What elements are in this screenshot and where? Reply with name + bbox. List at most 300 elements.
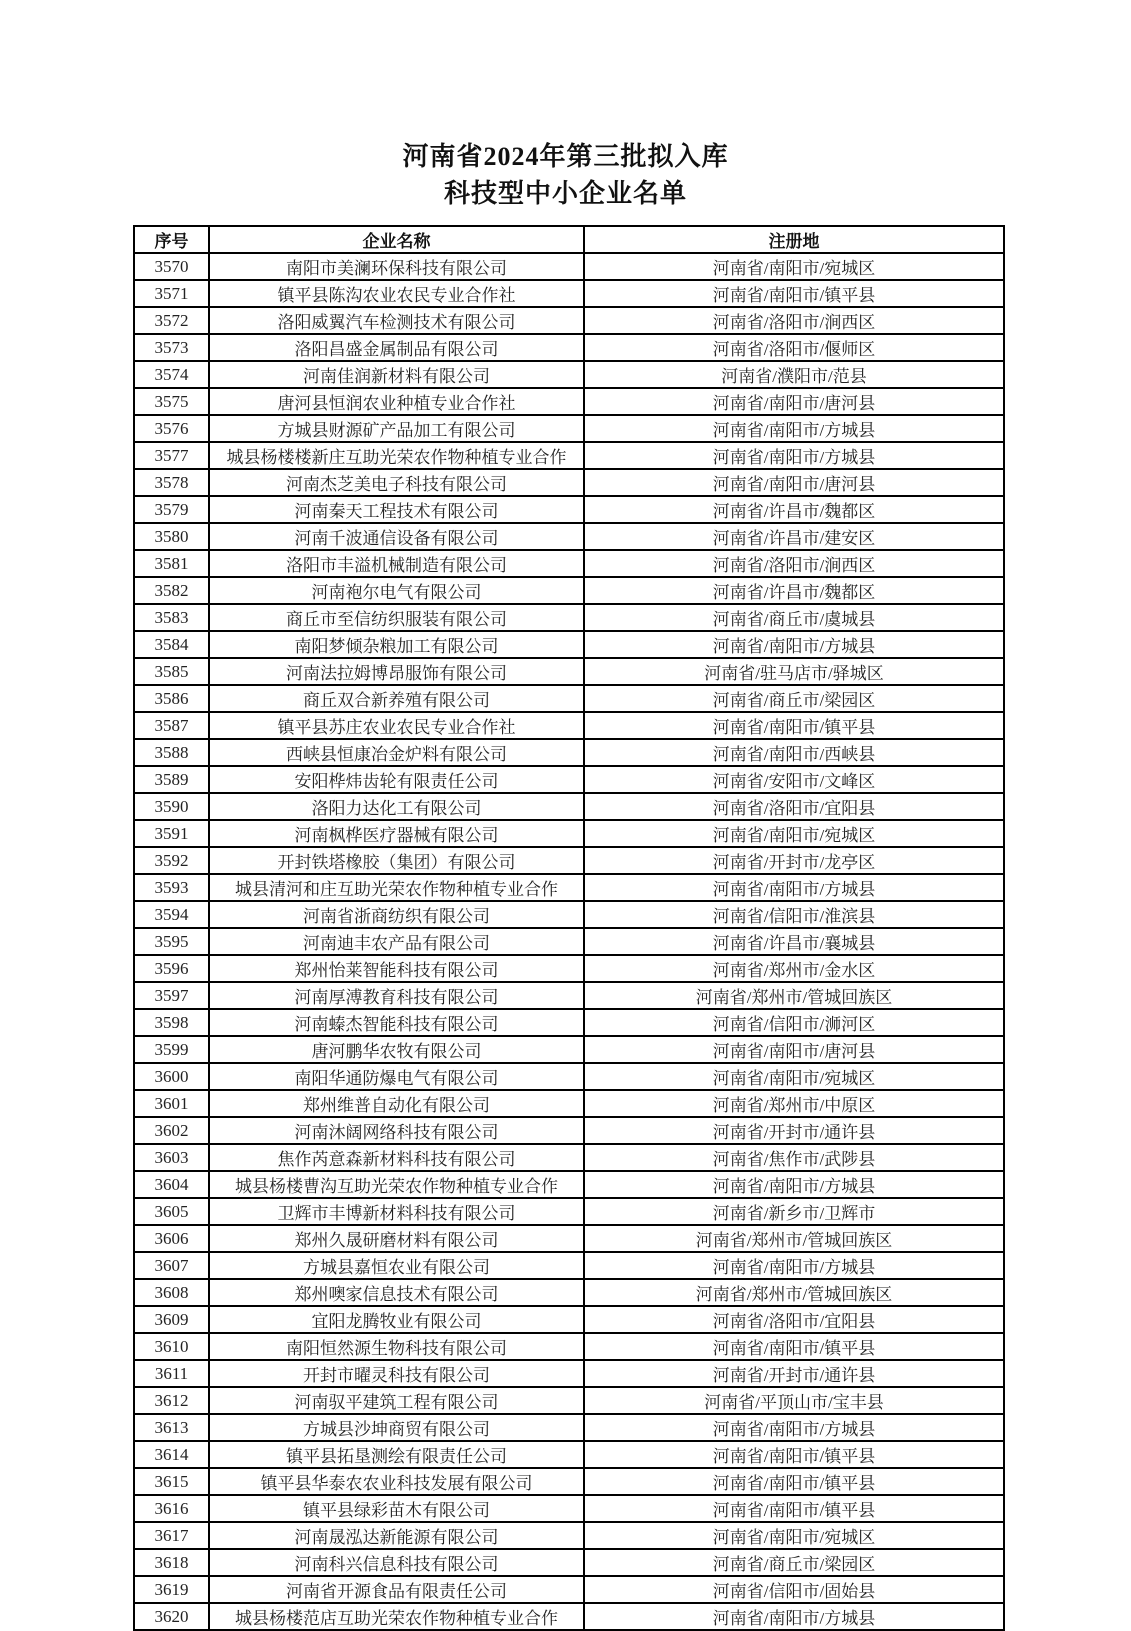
table-row [134, 982, 1004, 1009]
company-name-cell-text: 开封市曜灵科技有限公司 [303, 1366, 490, 1385]
company-name-cell-text: 城县杨楼曹沟互助光荣农作物种植专业合作 [235, 1177, 558, 1196]
region-cell [584, 955, 1004, 982]
table-row [134, 415, 1004, 442]
company-name-cell-text: 洛阳力达化工有限公司 [311, 799, 482, 818]
company-name-cell-text: 焦作芮意森新材料科技有限公司 [277, 1150, 516, 1169]
company-name-cell-text: 唐河县恒润农业种植专业合作社 [277, 394, 516, 413]
serial-cell [134, 820, 209, 847]
document-title [0, 0, 1131, 212]
company-name-cell [209, 1360, 584, 1387]
serial-cell [134, 577, 209, 604]
company-name-cell [209, 928, 584, 955]
region-cell-text: 河南省/郑州市/管城回族区 [695, 1231, 893, 1250]
company-name-cell-text: 河南科兴信息科技有限公司 [294, 1555, 499, 1574]
company-name-cell-text: 商丘双合新养殖有限公司 [303, 691, 490, 710]
company-name-cell-text: 河南晟泓达新能源有限公司 [294, 1528, 499, 1547]
table-row [134, 1009, 1004, 1036]
serial-cell [134, 982, 209, 1009]
serial-cell [134, 253, 209, 280]
serial-cell-text: 3609 [154, 1309, 189, 1329]
serial-cell [134, 1387, 209, 1414]
region-cell-text: 河南省/郑州市/中原区 [712, 1096, 876, 1115]
serial-cell-text: 3618 [154, 1552, 189, 1572]
company-name-cell [209, 1252, 584, 1279]
serial-cell-text: 3616 [154, 1498, 189, 1518]
serial-cell-text: 3608 [154, 1282, 189, 1302]
region-cell [584, 1198, 1004, 1225]
serial-cell-text: 3613 [154, 1417, 189, 1437]
company-name-cell [209, 901, 584, 928]
serial-cell-text: 3581 [154, 553, 189, 573]
table-row [134, 469, 1004, 496]
region-cell-text: 河南省/南阳市/唐河县 [712, 1042, 876, 1061]
region-cell [584, 1009, 1004, 1036]
title-line-2: 科技型中小企业名单 [443, 179, 687, 208]
company-name-cell-text: 开封铁塔橡胶（集团）有限公司 [277, 853, 516, 872]
region-cell [584, 1063, 1004, 1090]
region-cell-text: 河南省/南阳市/唐河县 [712, 475, 876, 494]
serial-cell-text: 3587 [154, 715, 189, 735]
region-cell-text: 河南省/新乡市/卫辉市 [712, 1204, 876, 1223]
region-cell [584, 1171, 1004, 1198]
serial-cell-text: 3602 [154, 1120, 189, 1140]
table-row [134, 820, 1004, 847]
serial-cell [134, 1225, 209, 1252]
region-cell [584, 658, 1004, 685]
table-row [134, 1171, 1004, 1198]
region-cell-text: 河南省/洛阳市/涧西区 [712, 313, 876, 332]
region-cell-text: 河南省/平顶山市/宝丰县 [704, 1393, 884, 1412]
region-cell-text: 河南省/南阳市/宛城区 [712, 826, 876, 845]
serial-cell [134, 361, 209, 388]
table-row [134, 712, 1004, 739]
serial-cell-text: 3589 [154, 769, 189, 789]
serial-cell [134, 1117, 209, 1144]
region-cell-text: 河南省/南阳市/方城县 [712, 637, 876, 656]
region-cell [584, 1576, 1004, 1603]
company-name-cell [209, 469, 584, 496]
region-cell-text: 河南省/洛阳市/宜阳县 [712, 799, 876, 818]
serial-cell-text: 3592 [154, 850, 189, 870]
serial-cell-text: 3583 [154, 607, 189, 627]
company-table-header [134, 226, 1004, 253]
region-cell [584, 469, 1004, 496]
serial-cell-text: 3599 [154, 1039, 189, 1059]
company-name-cell-text: 河南厚溥教育科技有限公司 [294, 988, 499, 1007]
table-row [134, 577, 1004, 604]
company-name-cell-text: 河南省浙商纺织有限公司 [303, 907, 490, 926]
region-cell-text: 河南省/许昌市/建安区 [712, 529, 876, 548]
table-row [134, 1549, 1004, 1576]
company-name-cell-text: 方城县沙坤商贸有限公司 [303, 1420, 490, 1439]
region-cell [584, 1414, 1004, 1441]
company-name-cell [209, 712, 584, 739]
company-name-cell [209, 1495, 584, 1522]
serial-cell-text: 3572 [154, 310, 189, 330]
serial-cell-text: 3615 [154, 1471, 189, 1491]
company-name-cell [209, 280, 584, 307]
region-cell [584, 496, 1004, 523]
company-name-cell-text: 洛阳昌盛金属制品有限公司 [294, 340, 499, 359]
company-name-cell [209, 577, 584, 604]
company-name-cell-text: 洛阳市丰溢机械制造有限公司 [286, 556, 507, 575]
table-row [134, 1468, 1004, 1495]
region-cell [584, 1360, 1004, 1387]
company-name-cell [209, 793, 584, 820]
serial-cell-text: 3600 [154, 1066, 189, 1086]
serial-cell [134, 766, 209, 793]
region-cell [584, 1495, 1004, 1522]
company-name-cell [209, 820, 584, 847]
company-name-cell-text: 郑州怡莱智能科技有限公司 [294, 961, 499, 980]
serial-cell [134, 1495, 209, 1522]
table-row [134, 1225, 1004, 1252]
serial-cell [134, 739, 209, 766]
company-name-cell [209, 1333, 584, 1360]
header-serial: 序号 [134, 226, 209, 253]
company-name-cell-text: 郑州噢家信息技术有限公司 [294, 1285, 499, 1304]
region-cell [584, 361, 1004, 388]
region-cell-text: 河南省/驻马店市/驿城区 [704, 664, 884, 683]
company-name-cell [209, 766, 584, 793]
serial-cell [134, 955, 209, 982]
serial-cell [134, 847, 209, 874]
company-name-cell [209, 388, 584, 415]
serial-cell [134, 1090, 209, 1117]
serial-cell [134, 1063, 209, 1090]
region-cell-text: 河南省/洛阳市/宜阳县 [712, 1312, 876, 1331]
serial-cell [134, 469, 209, 496]
company-name-cell-text: 南阳华通防爆电气有限公司 [294, 1069, 499, 1088]
serial-cell-text: 3611 [154, 1363, 189, 1383]
company-table-body [134, 253, 1004, 1630]
region-cell [584, 1441, 1004, 1468]
table-row [134, 1090, 1004, 1117]
region-cell-text: 河南省/许昌市/魏都区 [712, 583, 876, 602]
region-cell-text: 河南省/南阳市/西峡县 [712, 745, 876, 764]
company-name-cell-text: 镇平县绿彩苗木有限公司 [303, 1501, 490, 1520]
serial-cell-text: 3591 [154, 823, 189, 843]
table-row [134, 955, 1004, 982]
region-cell-text: 河南省/南阳市/镇平县 [712, 286, 876, 305]
region-cell [584, 280, 1004, 307]
serial-cell [134, 442, 209, 469]
serial-cell [134, 1171, 209, 1198]
region-cell-text: 河南省/商丘市/虞城县 [712, 610, 876, 629]
table-row [134, 874, 1004, 901]
serial-cell [134, 793, 209, 820]
serial-cell [134, 523, 209, 550]
table-row [134, 253, 1004, 280]
region-cell-text: 河南省/信阳市/固始县 [712, 1582, 876, 1601]
serial-cell [134, 1468, 209, 1495]
region-cell-text: 河南省/南阳市/镇平县 [712, 1447, 876, 1466]
company-name-cell-text: 南阳市美澜环保科技有限公司 [286, 259, 507, 278]
serial-cell-text: 3575 [154, 391, 189, 411]
serial-cell-text: 3597 [154, 985, 189, 1005]
company-name-cell-text: 卫辉市丰博新材料科技有限公司 [277, 1204, 516, 1223]
company-name-cell-text: 商丘市至信纺织服装有限公司 [286, 610, 507, 629]
serial-cell [134, 874, 209, 901]
company-name-cell-text: 镇平县苏庄农业农民专业合作社 [277, 718, 516, 737]
table-row [134, 1306, 1004, 1333]
serial-cell-text: 3579 [154, 499, 189, 519]
region-cell [584, 1279, 1004, 1306]
region-cell [584, 1090, 1004, 1117]
serial-cell-text: 3598 [154, 1012, 189, 1032]
company-name-cell [209, 1387, 584, 1414]
region-cell-text: 河南省/濮阳市/范县 [721, 367, 867, 386]
company-name-cell [209, 1090, 584, 1117]
company-name-cell-text: 河南沐阔网络科技有限公司 [294, 1123, 499, 1142]
region-cell-text: 河南省/郑州市/管城回族区 [695, 988, 893, 1007]
company-name-cell-text: 河南驭平建筑工程有限公司 [294, 1393, 499, 1412]
company-name-cell [209, 1117, 584, 1144]
table-row [134, 1279, 1004, 1306]
serial-cell-text: 3582 [154, 580, 189, 600]
serial-cell-text: 3619 [154, 1579, 189, 1599]
table-row [134, 1603, 1004, 1630]
region-cell [584, 1387, 1004, 1414]
serial-cell [134, 1036, 209, 1063]
region-cell [584, 1333, 1004, 1360]
table-row [134, 1117, 1004, 1144]
serial-cell [134, 1603, 209, 1630]
region-cell [584, 1036, 1004, 1063]
table-row [134, 766, 1004, 793]
table-row [134, 604, 1004, 631]
region-cell [584, 334, 1004, 361]
region-cell-text: 河南省/南阳市/镇平县 [712, 1339, 876, 1358]
region-cell-text: 河南省/商丘市/梁园区 [712, 691, 876, 710]
serial-cell [134, 388, 209, 415]
serial-cell [134, 604, 209, 631]
serial-cell [134, 415, 209, 442]
region-cell [584, 388, 1004, 415]
region-cell [584, 685, 1004, 712]
company-name-cell-text: 方城县财源矿产品加工有限公司 [277, 421, 516, 440]
table-row [134, 442, 1004, 469]
serial-cell-text: 3580 [154, 526, 189, 546]
region-cell-text: 河南省/信阳市/浉河区 [712, 1015, 876, 1034]
region-cell [584, 307, 1004, 334]
serial-cell [134, 1441, 209, 1468]
region-cell-text: 河南省/南阳市/镇平县 [712, 1474, 876, 1493]
region-cell [584, 442, 1004, 469]
serial-cell [134, 1549, 209, 1576]
region-cell-text: 河南省/焦作市/武陟县 [712, 1150, 876, 1169]
company-table [133, 225, 1005, 1631]
table-row [134, 550, 1004, 577]
region-cell [584, 631, 1004, 658]
company-name-cell-text: 唐河鹏华农牧有限公司 [311, 1042, 482, 1061]
company-name-cell [209, 496, 584, 523]
table-row [134, 523, 1004, 550]
table-row [134, 1441, 1004, 1468]
company-name-cell [209, 1009, 584, 1036]
region-cell-text: 河南省/郑州市/金水区 [712, 961, 876, 980]
serial-cell [134, 1414, 209, 1441]
company-name-cell-text: 安阳桦炜齿轮有限责任公司 [294, 772, 499, 791]
table-row [134, 1522, 1004, 1549]
serial-cell-text: 3571 [154, 283, 189, 303]
region-cell-text: 河南省/安阳市/文峰区 [712, 772, 876, 791]
serial-cell-text: 3607 [154, 1255, 189, 1275]
company-name-cell-text: 河南佳润新材料有限公司 [303, 367, 490, 386]
serial-cell-text: 3590 [154, 796, 189, 816]
company-name-cell [209, 982, 584, 1009]
region-cell-text: 河南省/南阳市/宛城区 [712, 1069, 876, 1088]
region-cell [584, 766, 1004, 793]
region-cell [584, 577, 1004, 604]
serial-cell [134, 307, 209, 334]
serial-cell-text: 3601 [154, 1093, 189, 1113]
company-name-cell [209, 1306, 584, 1333]
table-row [134, 685, 1004, 712]
serial-cell-text: 3614 [154, 1444, 189, 1464]
serial-cell [134, 631, 209, 658]
table-row [134, 1576, 1004, 1603]
region-cell-text: 河南省/南阳市/宛城区 [712, 1528, 876, 1547]
header-region: 注册地 [584, 226, 1004, 253]
serial-cell [134, 1576, 209, 1603]
region-cell-text: 河南省/南阳市/方城县 [712, 880, 876, 899]
region-cell [584, 901, 1004, 928]
company-name-cell [209, 334, 584, 361]
region-cell [584, 1225, 1004, 1252]
company-name-cell [209, 1171, 584, 1198]
region-cell [584, 712, 1004, 739]
serial-cell-text: 3612 [154, 1390, 189, 1410]
company-name-cell [209, 1063, 584, 1090]
table-row [134, 658, 1004, 685]
company-name-cell [209, 847, 584, 874]
region-cell [584, 415, 1004, 442]
company-name-cell-text: 河南袍尔电气有限公司 [311, 583, 482, 602]
company-name-cell [209, 604, 584, 631]
region-cell [584, 1468, 1004, 1495]
serial-cell-text: 3603 [154, 1147, 189, 1167]
region-cell [584, 739, 1004, 766]
company-name-cell [209, 523, 584, 550]
company-name-cell [209, 1279, 584, 1306]
region-cell-text: 河南省/南阳市/方城县 [712, 448, 876, 467]
serial-cell [134, 280, 209, 307]
company-name-cell [209, 1144, 584, 1171]
serial-cell [134, 496, 209, 523]
region-cell [584, 523, 1004, 550]
company-name-cell-text: 郑州维普自动化有限公司 [303, 1096, 490, 1115]
company-table-container [133, 225, 1007, 1631]
table-row [134, 1063, 1004, 1090]
table-row [134, 1414, 1004, 1441]
serial-cell-text: 3577 [154, 445, 189, 465]
region-cell [584, 550, 1004, 577]
serial-cell-text: 3586 [154, 688, 189, 708]
company-name-cell-text: 城县杨楼楼新庄互助光荣农作物种植专业合作 [226, 448, 567, 467]
serial-cell-text: 3573 [154, 337, 189, 357]
company-name-cell [209, 874, 584, 901]
region-cell [584, 874, 1004, 901]
serial-cell [134, 1522, 209, 1549]
company-name-cell [209, 658, 584, 685]
region-cell-text: 河南省/南阳市/方城县 [712, 1609, 876, 1628]
region-cell [584, 820, 1004, 847]
table-row [134, 280, 1004, 307]
table-row [134, 1333, 1004, 1360]
company-name-cell [209, 253, 584, 280]
region-cell [584, 604, 1004, 631]
serial-cell-text: 3604 [154, 1174, 189, 1194]
serial-cell [134, 1306, 209, 1333]
company-name-cell [209, 1225, 584, 1252]
company-name-cell-text: 河南千波通信设备有限公司 [294, 529, 499, 548]
serial-cell-text: 3585 [154, 661, 189, 681]
region-cell [584, 1252, 1004, 1279]
serial-cell [134, 928, 209, 955]
company-name-cell [209, 1522, 584, 1549]
region-cell-text: 河南省/南阳市/方城县 [712, 1177, 876, 1196]
region-cell [584, 928, 1004, 955]
serial-cell [134, 550, 209, 577]
table-row [134, 1144, 1004, 1171]
serial-cell-text: 3594 [154, 904, 189, 924]
region-cell-text: 河南省/南阳市/宛城区 [712, 259, 876, 278]
serial-cell [134, 1279, 209, 1306]
table-row [134, 1036, 1004, 1063]
serial-cell [134, 712, 209, 739]
company-name-cell [209, 442, 584, 469]
region-cell [584, 847, 1004, 874]
region-cell-text: 河南省/南阳市/镇平县 [712, 718, 876, 737]
company-name-cell-text: 洛阳威翼汽车检测技术有限公司 [277, 313, 516, 332]
serial-cell [134, 1009, 209, 1036]
region-cell [584, 1603, 1004, 1630]
region-cell [584, 1144, 1004, 1171]
company-name-cell-text: 镇平县陈沟农业农民专业合作社 [277, 286, 516, 305]
region-cell [584, 1117, 1004, 1144]
region-cell [584, 982, 1004, 1009]
serial-cell-text: 3606 [154, 1228, 189, 1248]
serial-cell [134, 685, 209, 712]
region-cell-text: 河南省/南阳市/唐河县 [712, 394, 876, 413]
serial-cell-text: 3610 [154, 1336, 189, 1356]
company-name-cell [209, 1549, 584, 1576]
serial-cell [134, 1360, 209, 1387]
region-cell-text: 河南省/开封市/通许县 [712, 1123, 876, 1142]
table-row [134, 1252, 1004, 1279]
company-name-cell-text: 城县杨楼范店互助光荣农作物种植专业合作 [235, 1609, 558, 1628]
company-name-cell-text: 宜阳龙腾牧业有限公司 [311, 1312, 482, 1331]
region-cell-text: 河南省/南阳市/方城县 [712, 1420, 876, 1439]
company-name-cell [209, 685, 584, 712]
serial-cell-text: 3605 [154, 1201, 189, 1221]
region-cell-text: 河南省/许昌市/魏都区 [712, 502, 876, 521]
company-name-cell-text: 河南秦天工程技术有限公司 [294, 502, 499, 521]
serial-cell [134, 1144, 209, 1171]
serial-cell-text: 3570 [154, 256, 189, 276]
region-cell [584, 793, 1004, 820]
table-row [134, 1198, 1004, 1225]
region-cell-text: 河南省/南阳市/镇平县 [712, 1501, 876, 1520]
company-name-cell [209, 307, 584, 334]
company-name-cell-text: 河南省开源食品有限责任公司 [286, 1582, 507, 1601]
region-cell [584, 1549, 1004, 1576]
company-name-cell-text: 城县清河和庄互助光荣农作物种植专业合作 [235, 880, 558, 899]
serial-cell-text: 3574 [154, 364, 189, 384]
serial-cell-text: 3576 [154, 418, 189, 438]
company-name-cell-text: 郑州久晟研磨材料有限公司 [294, 1231, 499, 1250]
